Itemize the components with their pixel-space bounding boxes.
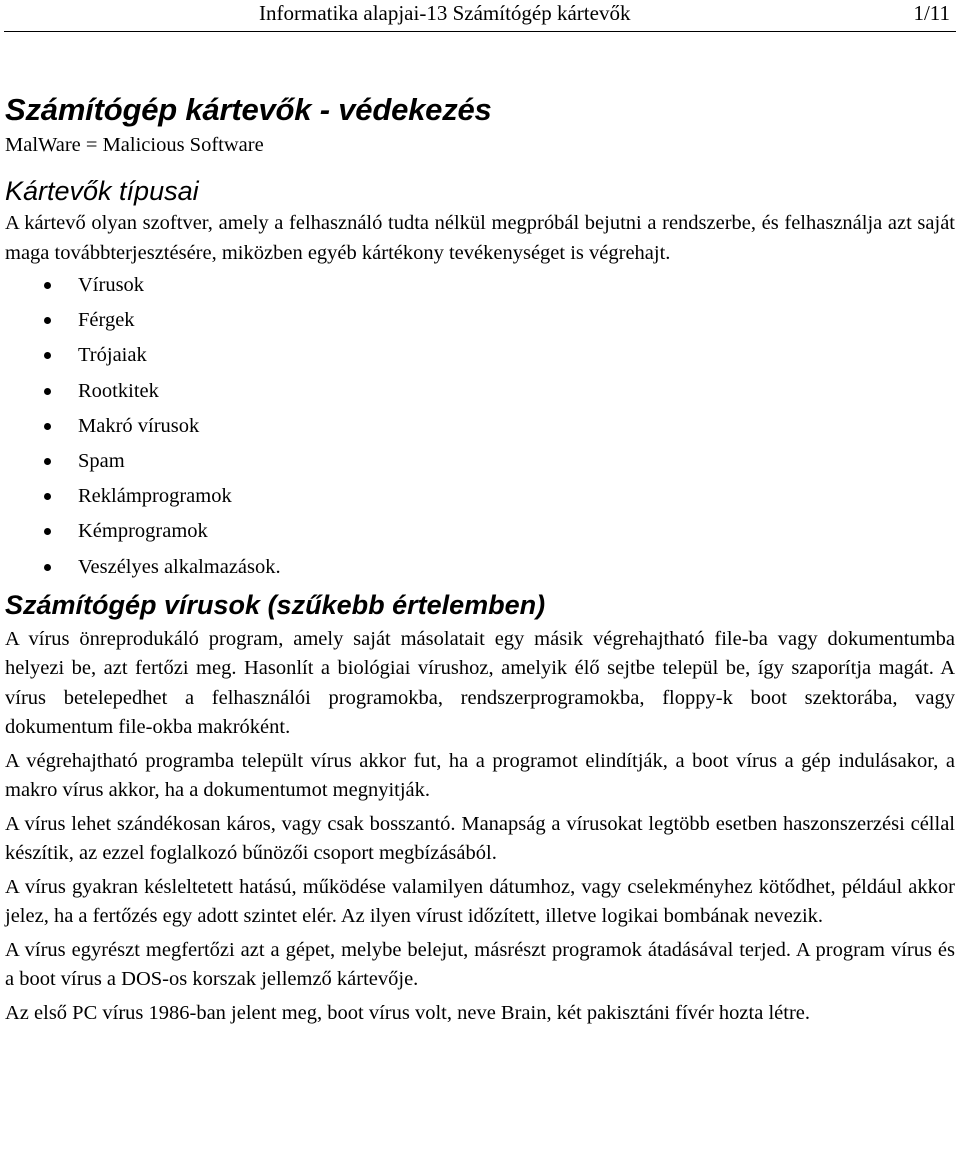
list-item: Kémprogramok [5, 514, 955, 549]
list-item: Spam [5, 444, 955, 479]
header-divider [4, 31, 956, 32]
bullet-icon [44, 493, 51, 500]
body-paragraph: Az első PC vírus 1986-ban jelent meg, boot vírus volt, neve Brain, két pakisztáni fívér hozta létre. [5, 1001, 810, 1024]
bullet-icon [44, 423, 51, 430]
list-item: Makró vírusok [5, 409, 955, 444]
bullet-icon [44, 528, 51, 535]
page-number: 1/11 [913, 1, 950, 25]
section-computer-viruses [5, 587, 955, 1029]
section-intro-paragraph: A kártevő olyan szoftver, amely a felhasználó tudta nélkül megpróbál bejutni a rendszerbe, és felhasználja azt saját maga továbbterjesztésére, miközben egyéb kártékony tevékenységet is végrehajt. [5, 212, 955, 264]
body-paragraph: A végrehajtható programba települt vírus akkor fut, ha a programot elindítják, a boot vírus a gép indulásakor, a makro vírus akkor, ha a dokumentumot megnyitják. [5, 749, 955, 802]
body-paragraph: A vírus egyrészt megfertőzi azt a gépet, melybe belejut, másrészt programok átadásával terjed. A program vírus és a boot vírus a DOS-os korszak jellemző kártevője. [5, 938, 955, 991]
list-item: Trójaiak [5, 338, 955, 373]
section-malware-types [5, 173, 955, 585]
bullet-icon [44, 352, 51, 359]
bullet-icon [44, 564, 51, 571]
section-heading: Kártevők típusai [5, 176, 199, 206]
list-item: Rootkitek [5, 374, 955, 409]
list-item: Veszélyes alkalmazások. [5, 550, 955, 585]
document-title: Számítógép kártevők - védekezés [5, 92, 492, 127]
malware-types-list [5, 268, 955, 585]
document-body [5, 90, 955, 1028]
list-item: Vírusok [5, 268, 955, 303]
body-paragraph: A vírus gyakran késleltetett hatású, működése valamilyen dátumhoz, vagy cselekményhez kötődhet, például akkor jelez, ha a fertőzés egy adott szintet elér. Az ilyen vírust időzített, illetve logikai bombának nevezik. [5, 875, 955, 928]
bullet-icon [44, 458, 51, 465]
bullet-icon [44, 317, 51, 324]
page-header [0, 0, 960, 34]
body-paragraph: A vírus önreprodukáló program, amely saját másolatait egy másik végrehajtható file-ba vagy dokumentumba helyezi be, azt fertőzi meg. Hasonlít a biológiai vírushoz, amelyik élő sejtbe települ be, így szaporítja magát. A vírus betelepedhet a felhasználói programokba, rendszerprogramokba, floppy-k boot szektorába, vagy dokumentum file-okba makróként. [5, 627, 955, 739]
body-paragraph: A vírus lehet szándékosan káros, vagy csak bosszantó. Manapság a vírusokat legtöbb esetben haszonszerzési céllal készítik, az ezzel foglalkozó bűnözői csoport megbízásából. [5, 812, 955, 865]
bullet-icon [44, 282, 51, 289]
document-subtitle: MalWare = Malicious Software [5, 134, 264, 156]
list-item: Férgek [5, 303, 955, 338]
header-title: Informatika alapjai-13 Számítógép kártevők [259, 1, 631, 25]
section-heading: Számítógép vírusok (szűkebb értelemben) [5, 589, 546, 620]
bullet-icon [44, 388, 51, 395]
list-item: Reklámprogramok [5, 479, 955, 514]
